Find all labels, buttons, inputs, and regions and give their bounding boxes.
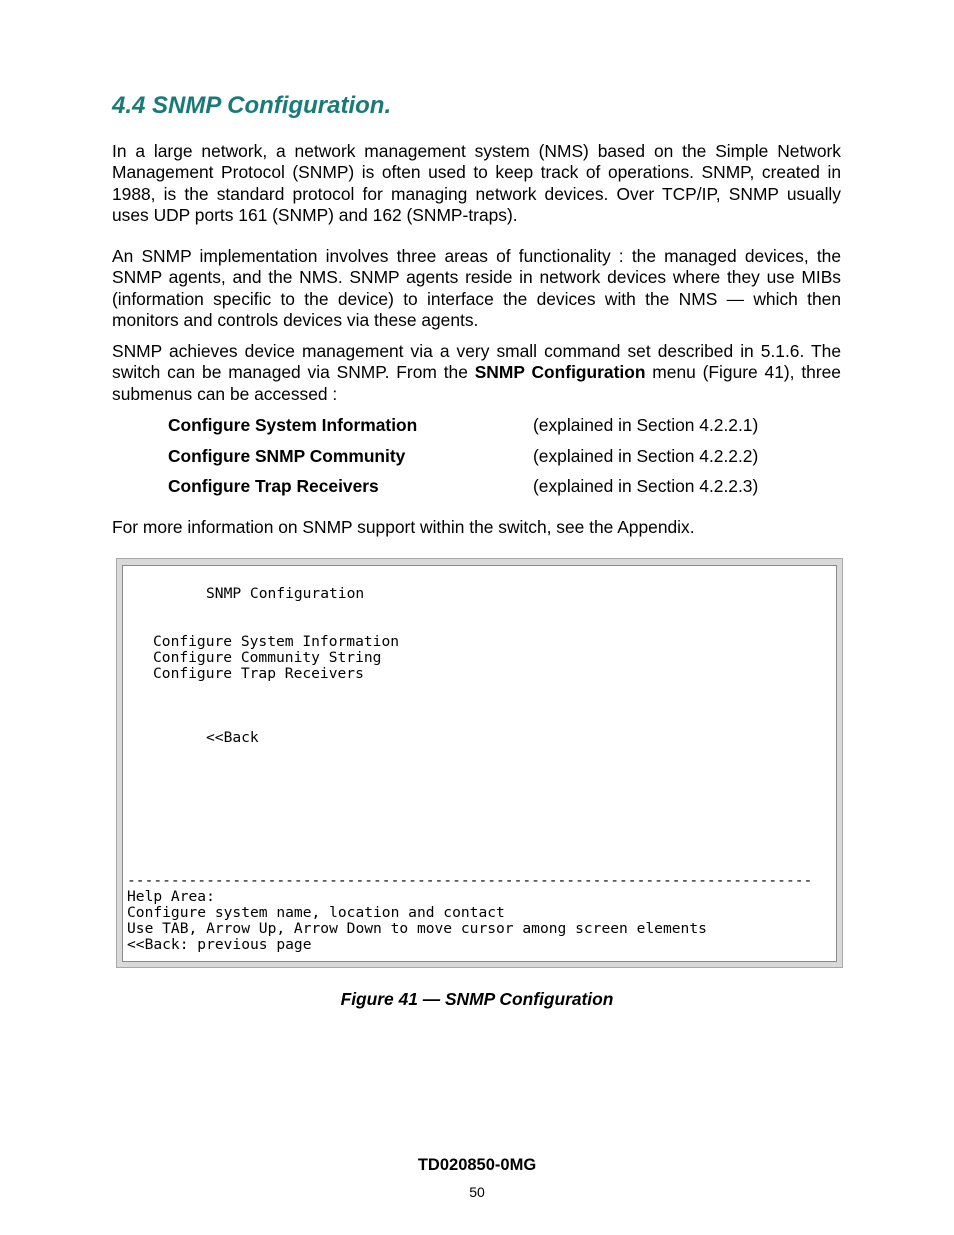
terminal-menu-item-community-string[interactable]: Configure Community String [153,649,382,666]
intro-paragraph: In a large network, a network management system (NMS) based on the Simple Network Management Protocol (SNMP) is often used to keep track of operations. SNMP, created in 1988, is the standard protocol for managing network devices. Over TCP/IP, SNMP usually uses UDP ports 161 (SNMP) and 162 (SNMP-traps). [112,141,841,225]
submenu-name: Configure SNMP Community [168,446,406,466]
submenu-name: Configure Trap Receivers [168,476,379,496]
terminal-screen [122,565,837,962]
terminal-back-link[interactable]: <<Back [206,729,259,746]
terminal-help-line: Configure system name, location and contact [127,904,505,921]
terminal-help-line: Use TAB, Arrow Up, Arrow Down to move cursor among screen elements [127,920,707,937]
terminal-menu-item-system-information[interactable]: Configure System Information [153,633,400,650]
section-heading: 4.4 SNMP Configuration. [112,92,392,119]
management-text-start: SNMP achieves device management via a very small command set described in 5.1.6. The switch can be managed via SNMP. From the [112,341,841,383]
submenu-name: Configure System Information [168,415,418,435]
document-id: TD020850-0MG [417,1156,537,1174]
submenu-row-trap-receivers [168,476,758,497]
submenu-reference: (explained in Section 4.2.2.3) [533,476,759,496]
snmp-configuration-menu-name: SNMP Configuration [474,362,646,383]
more-info-paragraph: For more information on SNMP support within the switch, see the Appendix. [112,517,695,537]
submenu-reference: (explained in Section 4.2.2.2) [533,446,759,466]
management-text-end: menu (Figure 41), three submenus can be accessed : [112,362,841,404]
terminal-separator: ------------------------------------------------------------------------------ [127,872,813,889]
terminal-menu-item-trap-receivers[interactable]: Configure Trap Receivers [153,665,364,682]
terminal-screenshot-frame [116,558,843,968]
management-paragraph [112,341,841,405]
terminal-help-line: <<Back: previous page [127,936,312,953]
figure-caption: Figure 41 — SNMP Configuration [340,989,614,1009]
submenu-reference: (explained in Section 4.2.2.1) [533,415,759,435]
page-number: 50 [469,1184,485,1200]
implementation-paragraph: An SNMP implementation involves three areas of functionality : the managed devices, the SNMP agents, and the NMS. SNMP agents reside in network devices where they use MIBs (information specific to the device) to interface the devices with the NMS — which then monitors and controls devices via these agents. [112,246,841,330]
submenu-row-snmp-community [168,446,758,467]
terminal-title: SNMP Configuration [206,585,365,602]
terminal-help-label: Help Area: [127,888,215,905]
submenu-row-system-information [168,415,758,436]
